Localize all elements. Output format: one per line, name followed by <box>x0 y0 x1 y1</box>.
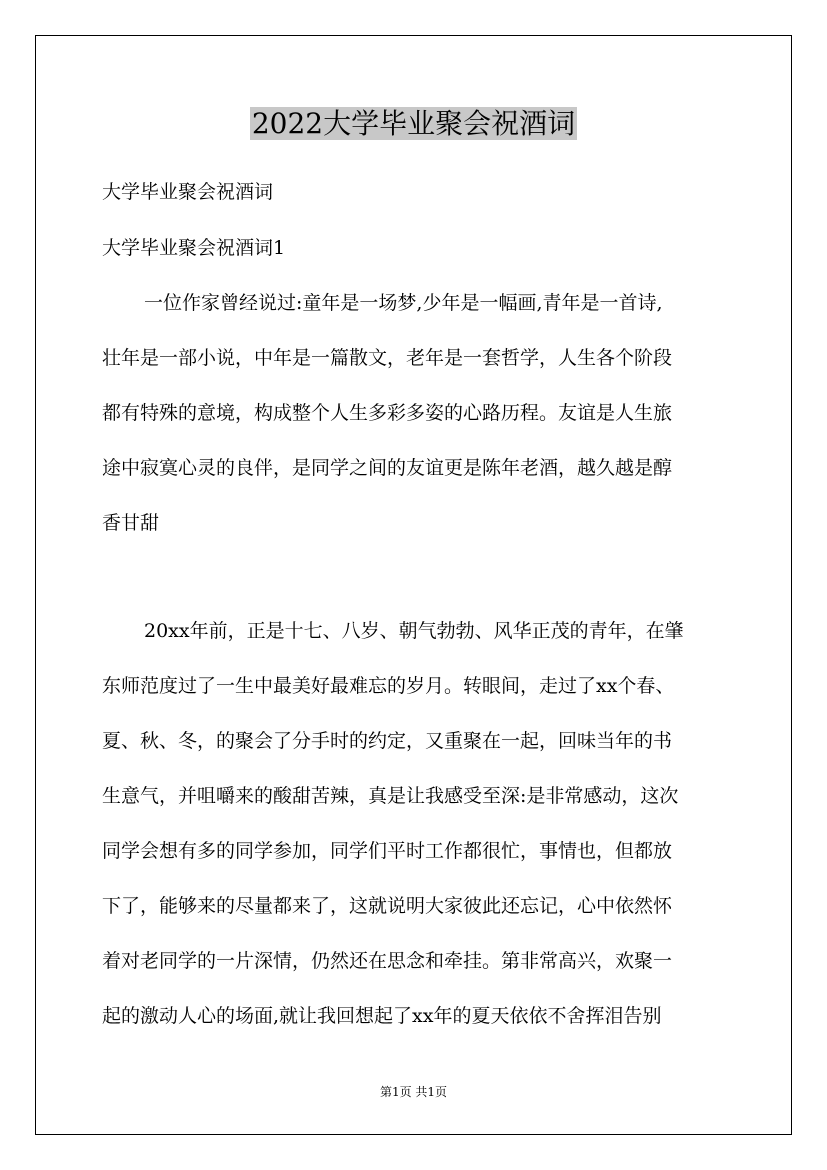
paragraph-line: 同学会想有多的同学参加，同学们平时工作都很忙，事情也，但都放 <box>102 840 673 862</box>
paragraph-line: 20xx年前，正是十七、八岁、朝气勃勃、风华正茂的青年，在肇 <box>144 620 684 642</box>
paragraph-line: 都有特殊的意境，构成整个人生多彩多姿的心路历程。友谊是人生旅 <box>102 402 673 424</box>
paragraph-line: 途中寂寞心灵的良伴，是同学之间的友谊更是陈年老酒，越久越是醇 <box>102 457 673 479</box>
page-footer: 第1页 共1页 <box>379 1085 448 1099</box>
paragraph-line: 起的激动人心的场面,就让我回想起了xx年的夏天依依不舍挥泪告别 <box>102 1005 662 1027</box>
paragraph-line: 下了，能够来的尽量都来了，这就说明大家彼此还忘记，心中依然怀 <box>102 895 673 917</box>
paragraph-line: 壮年是一部小说，中年是一篇散文，老年是一套哲学，人生各个阶段 <box>102 347 673 369</box>
document-subtitle: 大学毕业聚会祝酒词 <box>102 181 274 203</box>
document-title: 2022大学毕业聚会祝酒词 <box>251 107 576 140</box>
paragraph-line: 一位作家曾经说过:童年是一场梦,少年是一幅画,青年是一首诗, <box>144 292 663 314</box>
paragraph-line: 香甘甜 <box>102 512 160 534</box>
paragraph-line: 生意气，并咀嚼来的酸甜苦辣，真是让我感受至深:是非常感动，这次 <box>102 785 679 807</box>
paragraph-line: 夏、秋、冬，的聚会了分手时的约定，又重聚在一起，回味当年的书 <box>102 730 673 752</box>
section-heading: 大学毕业聚会祝酒词1 <box>102 237 286 259</box>
paragraph-line: 东师范度过了一生中最美好最难忘的岁月。转眼间，走过了xx个春、 <box>102 675 675 697</box>
paragraph-line: 着对老同学的一片深情，仍然还在思念和牵挂。第非常高兴，欢聚一 <box>102 950 673 972</box>
